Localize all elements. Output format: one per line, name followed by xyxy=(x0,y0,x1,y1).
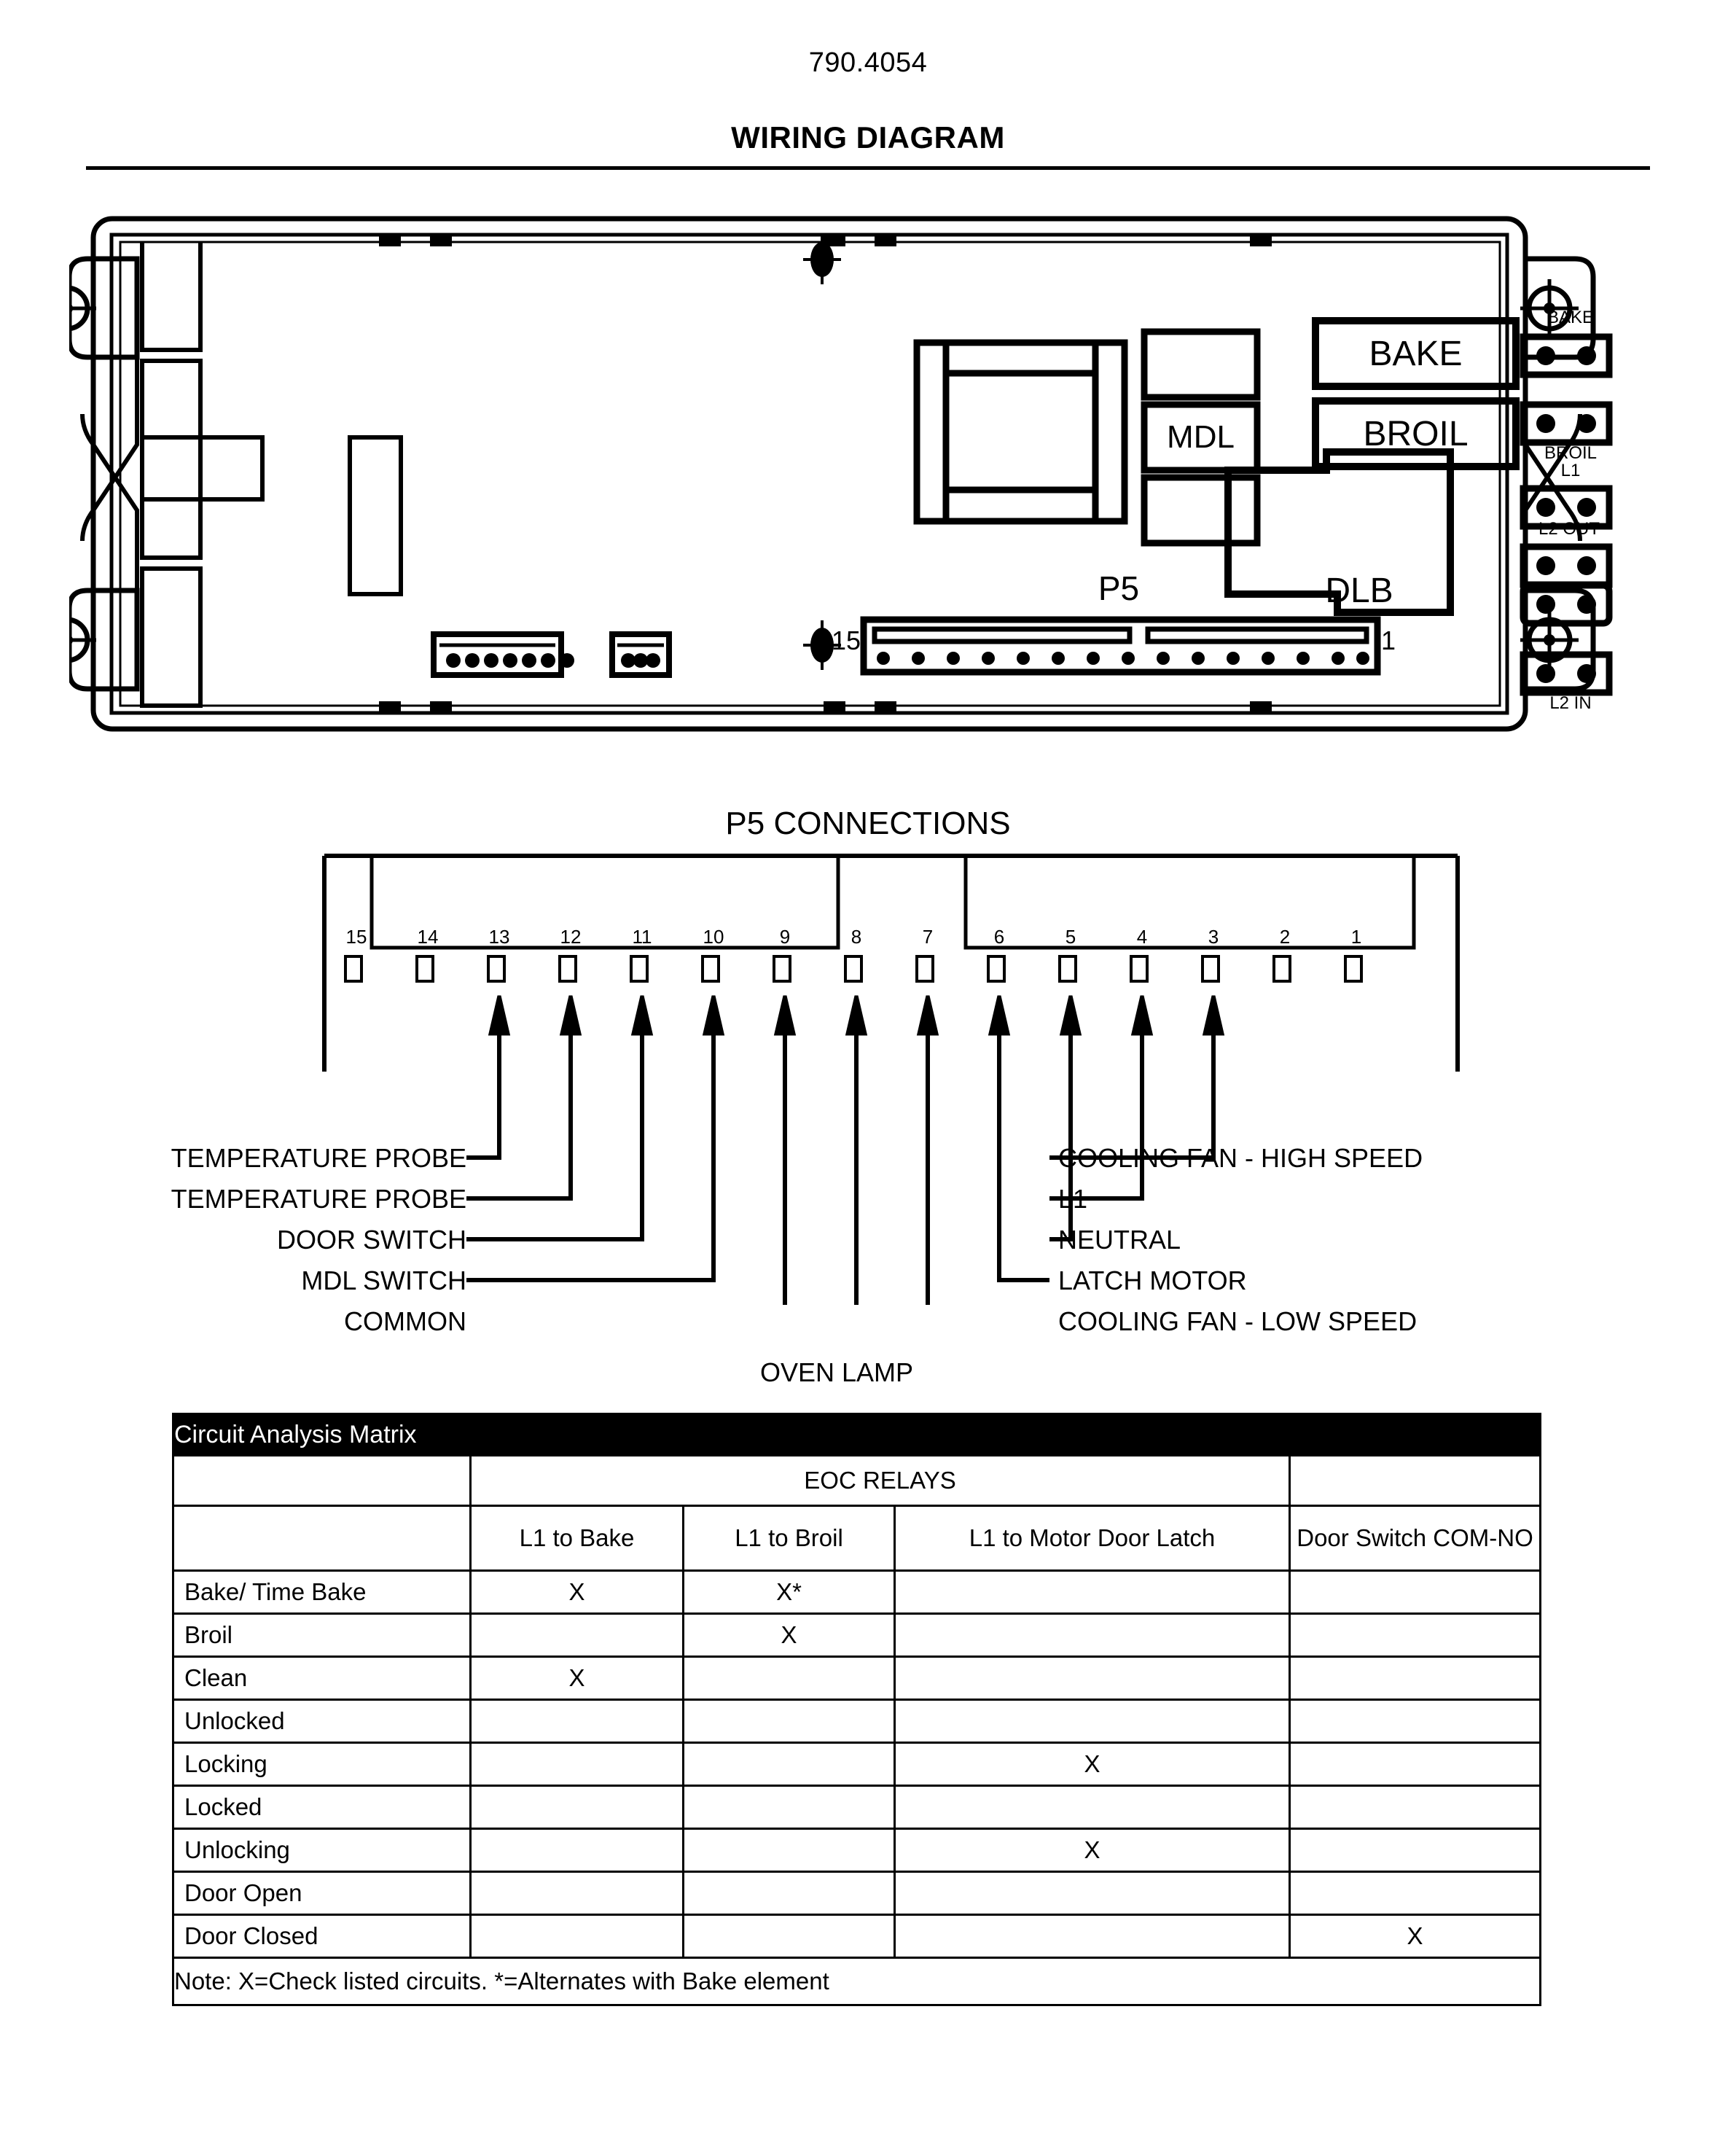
p5-pin-number-7: 7 xyxy=(922,926,934,948)
p5-pin-number-9: 9 xyxy=(779,926,791,948)
table-row xyxy=(173,1786,1541,1829)
bake-relay-label: BAKE xyxy=(1369,334,1463,373)
board-p5-pin15-label: 15 xyxy=(831,625,861,655)
table-row xyxy=(173,1657,1541,1700)
p5-label-temperature-probe-1: TEMPERATURE PROBE xyxy=(171,1143,466,1173)
matrix-cell-unlocked-l1-to-broil xyxy=(684,1700,895,1743)
matrix-column-header-row xyxy=(173,1506,1541,1571)
p5-pin-number-12: 12 xyxy=(560,926,582,948)
matrix-cell-locked-l1-to-broil xyxy=(684,1786,895,1829)
p5-pin-number-2: 2 xyxy=(1279,926,1291,948)
matrix-group-blank-right xyxy=(1290,1456,1541,1506)
board-svg xyxy=(69,204,1673,787)
p5-pin-number-10: 10 xyxy=(703,926,724,948)
matrix-row-label-door-closed: Door Closed xyxy=(173,1915,471,1958)
screw-hole-bottom-right xyxy=(1520,611,1579,669)
p5-pin-number-11: 11 xyxy=(632,926,652,948)
matrix-cell-broil-l1-to-bake xyxy=(471,1614,684,1657)
matrix-row-label-unlocked: Unlocked xyxy=(173,1700,471,1743)
matrix-cell-unlocking-l1-to-bake xyxy=(471,1829,684,1872)
matrix-note-row xyxy=(173,1958,1541,2005)
matrix-cell-door-closed-door-switch: X xyxy=(1290,1915,1541,1958)
p5-pin-number-5: 5 xyxy=(1065,926,1076,948)
left-shape-bottom xyxy=(142,569,200,706)
matrix-row-label-locked: Locked xyxy=(173,1786,471,1829)
circuit-analysis-matrix xyxy=(172,1413,1539,2006)
terminal-label-l2-in: L2 IN xyxy=(1549,693,1592,713)
matrix-cell-unlocked-latch xyxy=(895,1700,1290,1743)
p5-label-latch-motor: LATCH MOTOR xyxy=(1058,1266,1247,1295)
terminal-label-bake: BAKE xyxy=(1547,308,1595,327)
p5-label-temperature-probe-2: TEMPERATURE PROBE xyxy=(171,1184,466,1214)
matrix-cell-unlocked-l1-to-bake xyxy=(471,1700,684,1743)
p5-pin-number-6: 6 xyxy=(993,926,1005,948)
matrix-colhead-l1-to-broil: L1 to Broil xyxy=(684,1506,895,1571)
transformer xyxy=(917,343,1125,521)
leader-pin4 xyxy=(1049,1034,1142,1198)
matrix-cell-bake-time-bake-latch xyxy=(895,1571,1290,1614)
matrix-colhead-l1-to-bake: L1 to Bake xyxy=(471,1506,684,1571)
matrix-cell-locking-l1-to-broil xyxy=(684,1743,895,1786)
p5-label-common: COMMON xyxy=(344,1306,466,1336)
table-row xyxy=(173,1829,1541,1872)
matrix-row-label-locking: Locking xyxy=(173,1743,471,1786)
leader-pin7 xyxy=(928,1034,1049,1305)
matrix-title-row xyxy=(173,1414,1541,1456)
matrix-cell-unlocking-door-switch xyxy=(1290,1829,1541,1872)
matrix-cell-clean-door-switch xyxy=(1290,1657,1541,1700)
connector-7-pin xyxy=(434,634,574,675)
table-row xyxy=(173,1614,1541,1657)
matrix-cell-bake-time-bake-l1-to-broil: X* xyxy=(684,1571,895,1614)
p5-label-l1: L1 xyxy=(1058,1184,1088,1214)
matrix-row-label-bake-time-bake: Bake/ Time Bake xyxy=(173,1571,471,1614)
matrix-cell-locked-l1-to-bake xyxy=(471,1786,684,1829)
matrix-cell-unlocking-l1-to-broil xyxy=(684,1829,895,1872)
small-component-rect xyxy=(350,437,401,594)
p5-leader-routing xyxy=(0,853,1736,1305)
matrix-cell-broil-l1-to-broil: X xyxy=(684,1614,895,1657)
standoff-markers xyxy=(803,235,841,670)
matrix-cell-locking-l1-to-bake xyxy=(471,1743,684,1786)
header-divider xyxy=(86,166,1650,170)
matrix-group-blank-left xyxy=(173,1456,471,1506)
table-row xyxy=(173,1700,1541,1743)
p5-label-oven-lamp: OVEN LAMP xyxy=(760,1357,914,1387)
p5-pin-number-1: 1 xyxy=(1350,926,1362,948)
matrix-row-label-door-open: Door Open xyxy=(173,1872,471,1915)
matrix-table xyxy=(172,1413,1541,2006)
matrix-cell-locking-door-switch xyxy=(1290,1743,1541,1786)
matrix-cell-locking-latch: X xyxy=(895,1743,1290,1786)
dlb-relay-label: DLB xyxy=(1325,571,1393,610)
p5-label-mdl-switch: MDL SWITCH xyxy=(301,1266,466,1295)
control-board-illustration xyxy=(69,204,1673,787)
table-row xyxy=(173,1915,1541,1958)
page-title: WIRING DIAGRAM xyxy=(731,120,1005,155)
matrix-cell-door-closed-latch xyxy=(895,1915,1290,1958)
board-p5-connector xyxy=(864,620,1377,672)
matrix-cell-bake-time-bake-l1-to-bake: X xyxy=(471,1571,684,1614)
relay-block-upper xyxy=(1144,332,1257,397)
matrix-cell-locked-latch xyxy=(895,1786,1290,1829)
p5-pin-number-14: 14 xyxy=(417,926,439,948)
matrix-cell-unlocked-door-switch xyxy=(1290,1700,1541,1743)
p5-label-cooling-fan-low-speed: COOLING FAN - LOW SPEED xyxy=(1058,1306,1418,1336)
table-row xyxy=(173,1872,1541,1915)
matrix-row-label-broil: Broil xyxy=(173,1614,471,1657)
matrix-row-label-clean: Clean xyxy=(173,1657,471,1700)
relay-block-lower xyxy=(1144,477,1257,543)
model-number: 790.4054 xyxy=(808,47,928,78)
matrix-cell-door-open-door-switch xyxy=(1290,1872,1541,1915)
matrix-cell-unlocking-latch: X xyxy=(895,1829,1290,1872)
matrix-group-eoc-relays: EOC RELAYS xyxy=(471,1456,1290,1506)
leader-pin10 xyxy=(466,1034,713,1280)
matrix-cell-locked-door-switch xyxy=(1290,1786,1541,1829)
broil-relay-label: BROIL xyxy=(1363,414,1469,453)
terminal-l2-out xyxy=(1523,547,1609,585)
terminal-label-broil: BROIL xyxy=(1544,443,1598,463)
p5-pin-number-4: 4 xyxy=(1136,926,1148,948)
matrix-group-header-row xyxy=(173,1456,1541,1506)
matrix-cell-clean-l1-to-bake: X xyxy=(471,1657,684,1700)
matrix-cell-bake-time-bake-door-switch xyxy=(1290,1571,1541,1614)
leader-pin3 xyxy=(1049,1034,1213,1158)
board-p5-label: P5 xyxy=(1098,569,1140,607)
leader-pin6 xyxy=(999,1034,1049,1280)
matrix-colhead-door-switch-com-no: Door Switch COM-NO xyxy=(1290,1506,1541,1571)
matrix-cell-clean-latch xyxy=(895,1657,1290,1700)
terminal-label-l2-out: L2 OUT xyxy=(1538,519,1600,539)
p5-label-neutral: NEUTRAL xyxy=(1058,1225,1181,1255)
leader-pin13 xyxy=(466,1034,499,1158)
matrix-title: Circuit Analysis Matrix xyxy=(173,1414,1541,1456)
matrix-cell-broil-latch xyxy=(895,1614,1290,1657)
p5-pin-number-3: 3 xyxy=(1208,926,1219,948)
matrix-cell-door-closed-l1-to-broil xyxy=(684,1915,895,1958)
terminal-broil xyxy=(1523,405,1609,442)
matrix-cell-clean-l1-to-broil xyxy=(684,1657,895,1700)
matrix-cell-door-open-latch xyxy=(895,1872,1290,1915)
p5-label-cooling-fan-high-speed: COOLING FAN - HIGH SPEED xyxy=(1058,1143,1423,1173)
matrix-colhead-l1-to-motor-door-latch: L1 to Motor Door Latch xyxy=(895,1506,1290,1571)
connector-3-pin xyxy=(612,634,669,675)
mdl-relay-label: MDL xyxy=(1167,419,1235,455)
matrix-row-label-unlocking: Unlocking xyxy=(173,1829,471,1872)
matrix-cell-door-closed-l1-to-bake xyxy=(471,1915,684,1958)
table-row xyxy=(173,1571,1541,1614)
matrix-note: Note: X=Check listed circuits. *=Alternates with Bake element xyxy=(173,1958,1541,2005)
leader-pin12 xyxy=(466,1034,571,1198)
left-shape-notch xyxy=(142,437,200,499)
left-internal-shapes xyxy=(142,242,262,706)
leader-pin9 xyxy=(466,1034,785,1305)
matrix-colhead-blank xyxy=(173,1506,471,1571)
leader-pin11 xyxy=(466,1034,642,1239)
p5-label-door-switch: DOOR SWITCH xyxy=(277,1225,466,1255)
p5-pin-number-8: 8 xyxy=(851,926,862,948)
table-row xyxy=(173,1743,1541,1786)
matrix-cell-broil-door-switch xyxy=(1290,1614,1541,1657)
terminal-label-l1: L1 xyxy=(1560,461,1581,480)
p5-connections-title: P5 CONNECTIONS xyxy=(725,806,1011,841)
matrix-cell-door-open-l1-to-bake xyxy=(471,1872,684,1915)
board-p5-pin1-label: 1 xyxy=(1381,625,1396,655)
p5-pin-number-13: 13 xyxy=(488,926,510,948)
left-shape-top xyxy=(142,242,200,350)
matrix-cell-door-open-l1-to-broil xyxy=(684,1872,895,1915)
p5-pin-number-15: 15 xyxy=(345,926,367,948)
